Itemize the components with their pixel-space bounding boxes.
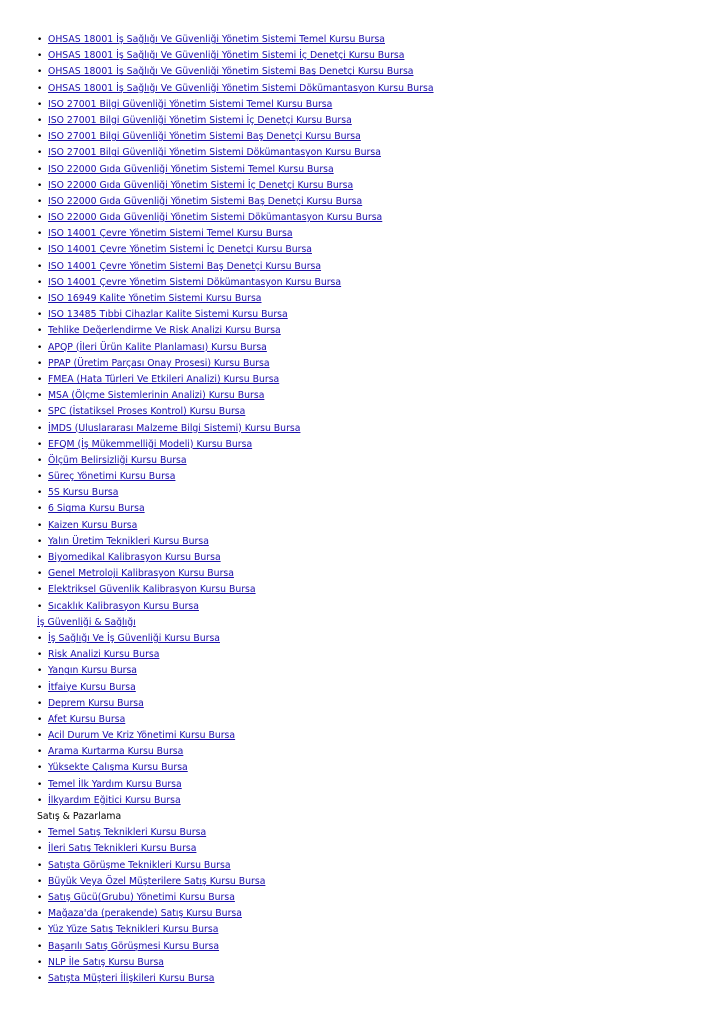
list-item [37, 760, 697, 776]
course-link[interactable]: FMEA (Hata Türleri Ve Etkileri Analizi) Kursu Bursa [48, 373, 280, 385]
bullet-icon: • [37, 553, 43, 563]
list-item [37, 259, 697, 275]
list-item [37, 550, 697, 566]
bullet-icon: • [37, 601, 43, 612]
course-link[interactable]: Satışta Müşteri İlişkileri Kursu Bursa [48, 972, 215, 984]
course-link[interactable]: Arama Kurtarma Kursu Bursa [48, 746, 184, 758]
course-link[interactable]: ISO 22000 Gıda Güvenliği Yönetim Sistemi İç Denetçi Kursu Bursa [48, 179, 354, 191]
bullet-icon: • [37, 698, 43, 709]
bullet-icon: • [37, 795, 43, 806]
course-link[interactable]: Yangın Kursu Bursa [48, 665, 137, 677]
list-item [37, 485, 697, 501]
bullet-icon: • [37, 164, 43, 175]
course-link[interactable]: ISO 27001 Bilgi Güvenliği Yönetim Sistemi Temel Kursu Bursa [48, 98, 333, 110]
bullet-icon: • [37, 180, 43, 191]
course-link[interactable]: Deprem Kursu Bursa [48, 697, 144, 709]
bullet-icon: • [37, 973, 43, 984]
bullet-icon: • [37, 115, 43, 126]
course-link[interactable]: 6 Sigma Kursu Bursa [48, 503, 145, 515]
bullet-icon: • [37, 779, 43, 790]
course-link[interactable]: EFQM (İş Mükemmelliği Modeli) Kursu Bursa [48, 438, 253, 450]
list-item [37, 162, 697, 178]
course-link[interactable]: ISO 27001 Bilgi Güvenliği Yönetim Sistemi Baş Denetçi Kursu Bursa [48, 131, 361, 143]
course-link[interactable]: ISO 27001 Bilgi Güvenliği Yönetim Sistemi Dökümantasyon Kursu Bursa [48, 147, 381, 159]
list-item [37, 307, 697, 323]
course-link[interactable]: Biyomedikal Kalibrasyon Kursu Bursa [48, 552, 221, 563]
bullet-icon: • [37, 957, 43, 968]
list-item [37, 501, 697, 517]
list-item [37, 534, 697, 550]
list-item [37, 64, 697, 80]
bullet-icon: • [37, 213, 43, 224]
course-link[interactable]: Afet Kursu Bursa [48, 713, 126, 725]
bullet-icon: • [37, 860, 43, 871]
course-link[interactable]: İMDS (Uluslararası Malzeme Bilgi Sistemi) Kursu Bursa [48, 422, 301, 434]
course-link[interactable]: ISO 14001 Çevre Yönetim Sistemi Dökümantasyon Kursu Bursa [48, 276, 342, 288]
list-item [37, 874, 697, 890]
bullet-icon: • [37, 261, 43, 272]
course-link[interactable]: Ölçüm Belirsizliği Kursu Bursa [48, 454, 187, 466]
bullet-icon: • [37, 682, 43, 693]
course-link[interactable]: ISO 13485 Tıbbi Cihazlar Kalite Sistemi Kursu Bursa [48, 309, 288, 321]
bullet-icon: • [37, 763, 43, 774]
course-link[interactable]: Tehlike Değerlendirme Ve Risk Analizi Kursu Bursa [48, 325, 281, 337]
bullet-icon: • [37, 520, 43, 531]
bullet-icon: • [37, 51, 43, 62]
bullet-icon: • [37, 358, 43, 369]
bullet-icon: • [37, 148, 43, 159]
course-link[interactable]: ISO 27001 Bilgi Güvenliği Yönetim Sistemi İç Denetçi Kursu Bursa [48, 114, 352, 126]
list-item [37, 906, 697, 922]
course-link[interactable]: İş Sağlığı Ve İş Güvenliği Kursu Bursa [48, 632, 220, 644]
course-link[interactable]: MSA (Ölçme Sistemlerinin Analizi) Kursu Bursa [48, 390, 265, 402]
bullet-icon: • [37, 67, 43, 78]
bullet-icon: • [37, 666, 43, 677]
bullet-icon: • [37, 294, 43, 304]
bullet-icon: • [37, 83, 43, 94]
list-item [37, 97, 697, 113]
course-link[interactable]: Temel Satış Teknikleri Kursu Bursa [48, 827, 207, 839]
list-item [37, 728, 697, 744]
list-item [37, 518, 697, 534]
list-item [37, 680, 697, 696]
bullet-icon: • [37, 536, 43, 547]
course-link[interactable]: İleri Satış Teknikleri Kursu Bursa [48, 843, 197, 855]
section-heading-link[interactable]: İş Güvenliği & Sağlığı [37, 616, 136, 628]
list-item [37, 971, 697, 987]
course-link[interactable]: Genel Metroloji Kalibrasyon Kursu Bursa [48, 568, 234, 580]
list-item [37, 793, 697, 809]
bullet-icon: • [37, 99, 43, 110]
course-link[interactable]: İlkyardım Eğitici Kursu Bursa [48, 794, 181, 806]
list-item [37, 469, 697, 485]
list-item [37, 825, 697, 841]
list-item [37, 145, 697, 161]
section-heading [37, 615, 697, 631]
list-item [37, 113, 697, 129]
list-item [37, 226, 697, 242]
bullet-icon: • [37, 310, 43, 321]
course-link[interactable]: Temel İlk Yardım Kursu Bursa [48, 778, 182, 790]
list-item [37, 372, 697, 388]
course-list-document [37, 32, 697, 987]
bullet-icon: • [37, 585, 43, 596]
list-item [37, 81, 697, 97]
list-item [37, 275, 697, 291]
course-link[interactable]: ISO 22000 Gıda Güvenliği Yönetim Sistemi Temel Kursu Bursa [48, 163, 334, 175]
bullet-icon: • [37, 714, 43, 725]
bullet-icon: • [37, 828, 43, 839]
bullet-icon: • [37, 731, 43, 742]
course-link[interactable]: Süreç Yönetimi Kursu Bursa [48, 471, 176, 483]
list-item [37, 922, 697, 938]
bullet-icon: • [37, 439, 43, 450]
bullet-icon: • [37, 488, 43, 499]
list-item [37, 777, 697, 793]
course-link[interactable]: NLP İle Satış Kursu Bursa [48, 956, 164, 968]
list-item [37, 696, 697, 712]
list-item [37, 323, 697, 339]
list-item [37, 178, 697, 194]
course-link[interactable]: ISO 14001 Çevre Yönetim Sistemi Temel Kursu Bursa [48, 228, 293, 240]
bullet-icon: • [37, 407, 43, 418]
course-link[interactable]: 5S Kursu Bursa [48, 487, 119, 499]
course-link[interactable]: Yüz Yüze Satış Teknikleri Kursu Bursa [48, 924, 219, 936]
list-item [37, 582, 697, 598]
bullet-icon: • [37, 374, 43, 385]
course-link[interactable]: Başarılı Satış Görüşmesi Kursu Bursa [48, 940, 220, 952]
bullet-icon: • [37, 909, 43, 920]
bullet-icon: • [37, 569, 43, 580]
list-item [37, 712, 697, 728]
course-link[interactable]: OHSAS 18001 İş Sağlığı Ve Güvenliği Yönetim Sistemi İç Denetçi Kursu Bursa [48, 50, 405, 62]
course-link[interactable]: PPAP (Üretim Parçası Onay Prosesi) Kursu Bursa [48, 357, 270, 369]
list-item [37, 129, 697, 145]
course-link[interactable]: Mağaza'da (perakende) Satış Kursu Bursa [48, 908, 242, 920]
course-link[interactable]: Kaizen Kursu Bursa [48, 519, 138, 531]
bullet-icon: • [37, 844, 43, 855]
course-link[interactable]: Sıcaklık Kalibrasyon Kursu Bursa [48, 600, 199, 612]
course-link[interactable]: Yalın Üretim Teknikleri Kursu Bursa [48, 535, 209, 547]
course-link[interactable]: APQP (İleri Ürün Kalite Planlaması) Kursu Bursa [48, 341, 267, 353]
list-item [37, 841, 697, 857]
bullet-icon: • [37, 892, 43, 903]
course-link[interactable]: SPC (İstatiksel Proses Kontrol) Kursu Bursa [48, 406, 246, 418]
list-item [37, 291, 697, 307]
bullet-icon: • [37, 504, 43, 515]
course-link[interactable]: İtfaiye Kursu Bursa [48, 681, 136, 693]
bullet-icon: • [37, 35, 43, 45]
course-link[interactable]: ISO 14001 Çevre Yönetim Sistemi İç Denetçi Kursu Bursa [48, 244, 312, 256]
list-item [37, 955, 697, 971]
bullet-icon: • [37, 876, 43, 887]
list-item [37, 744, 697, 760]
course-link[interactable]: ISO 14001 Çevre Yönetim Sistemi Baş Denetçi Kursu Bursa [48, 260, 322, 272]
list-item [37, 404, 697, 420]
course-link[interactable]: OHSAS 18001 İş Sağlığı Ve Güvenliği Yönetim Sistemi Baş Denetçi Kursu Bursa [48, 66, 414, 78]
list-item [37, 210, 697, 226]
list-item [37, 421, 697, 437]
list-item [37, 437, 697, 453]
bullet-icon: • [37, 472, 43, 483]
list-item [37, 566, 697, 582]
bullet-icon: • [37, 245, 43, 256]
list-item [37, 939, 697, 955]
course-link[interactable]: Büyük Veya Özel Müşterilere Satış Kursu Bursa [48, 875, 266, 887]
list-item [37, 242, 697, 258]
bullet-icon: • [37, 391, 43, 402]
list-item [37, 663, 697, 679]
list-item [37, 356, 697, 372]
course-link[interactable]: ISO 16949 Kalite Yönetim Sistemi Kursu Bursa [48, 293, 262, 304]
bullet-icon: • [37, 650, 43, 661]
bullet-icon: • [37, 455, 43, 466]
course-link[interactable]: ISO 22000 Gıda Güvenliği Yönetim Sistemi Dökümantasyon Kursu Bursa [48, 212, 383, 224]
list-item [37, 453, 697, 469]
list-item [37, 647, 697, 663]
course-link[interactable]: OHSAS 18001 İş Sağlığı Ve Güvenliği Yönetim Sistemi Dökümantasyon Kursu Bursa [48, 82, 434, 94]
bullet-icon: • [37, 633, 43, 644]
bullet-icon: • [37, 941, 43, 952]
bullet-icon: • [37, 342, 43, 353]
course-link[interactable]: Acil Durum Ve Kriz Yönetimi Kursu Bursa [48, 730, 236, 742]
bullet-icon: • [37, 747, 43, 758]
list-item [37, 194, 697, 210]
bullet-icon: • [37, 196, 43, 207]
course-link[interactable]: Risk Analizi Kursu Bursa [48, 649, 160, 661]
course-link[interactable]: Elektriksel Güvenlik Kalibrasyon Kursu Bursa [48, 584, 256, 596]
bullet-icon: • [37, 277, 43, 288]
course-link[interactable]: ISO 22000 Gıda Güvenliği Yönetim Sistemi Baş Denetçi Kursu Bursa [48, 195, 363, 207]
bullet-icon: • [37, 326, 43, 337]
list-item [37, 388, 697, 404]
section-heading-text: Satış & Pazarlama [37, 811, 122, 822]
section-heading [37, 809, 697, 825]
course-link[interactable]: Satış Gücü(Grubu) Yönetimi Kursu Bursa [48, 891, 235, 903]
list-item [37, 32, 697, 48]
list-item [37, 890, 697, 906]
bullet-icon: • [37, 229, 43, 240]
list-item [37, 599, 697, 615]
list-item [37, 631, 697, 647]
course-link[interactable]: Yüksekte Çalışma Kursu Bursa [48, 762, 188, 774]
list-item [37, 340, 697, 356]
bullet-icon: • [37, 925, 43, 936]
course-link[interactable]: OHSAS 18001 İş Sağlığı Ve Güvenliği Yönetim Sistemi Temel Kursu Bursa [48, 34, 385, 45]
list-item [37, 48, 697, 64]
bullet-icon: • [37, 423, 43, 434]
bullet-icon: • [37, 132, 43, 143]
list-item [37, 858, 697, 874]
course-link[interactable]: Satışta Görüşme Teknikleri Kursu Bursa [48, 859, 231, 871]
